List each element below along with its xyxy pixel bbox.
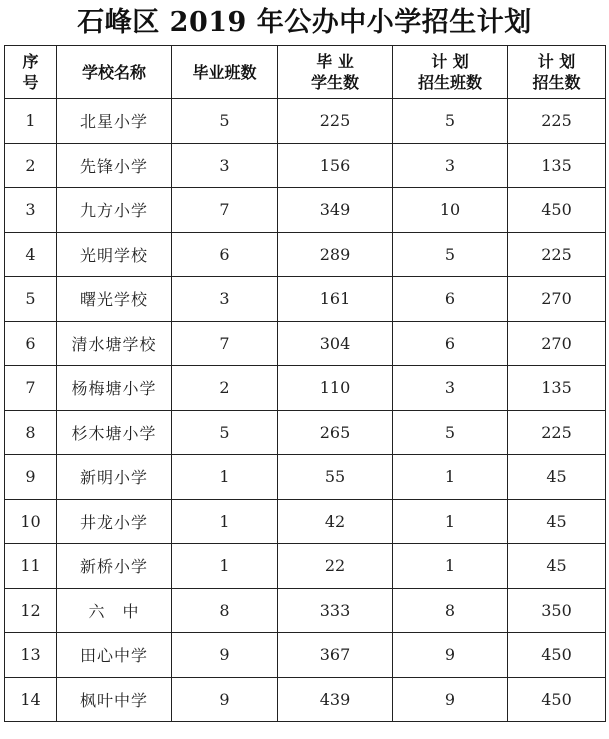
cell-graduating-students: 55 bbox=[278, 455, 393, 500]
cell-planned-classes: 1 bbox=[393, 499, 508, 544]
table-row bbox=[5, 143, 606, 188]
cell-school-name: 清水塘学校 bbox=[57, 321, 172, 366]
cell-school-name: 新明小学 bbox=[57, 455, 172, 500]
cell-planned-classes: 3 bbox=[393, 143, 508, 188]
cell-planned-classes: 9 bbox=[393, 633, 508, 678]
header-index-line-1: 序 bbox=[22, 52, 39, 71]
cell-planned-students: 225 bbox=[508, 99, 606, 144]
cell-graduating-students: 225 bbox=[278, 99, 393, 144]
cell-school-name: 杨梅塘小学 bbox=[57, 366, 172, 411]
cell-graduating-classes: 1 bbox=[172, 499, 278, 544]
cell-index: 11 bbox=[5, 544, 57, 589]
cell-planned-classes: 5 bbox=[393, 99, 508, 144]
table-row bbox=[5, 410, 606, 455]
cell-school-name: 先锋小学 bbox=[57, 143, 172, 188]
cell-planned-classes: 1 bbox=[393, 544, 508, 589]
cell-planned-students: 350 bbox=[508, 588, 606, 633]
header-graduating-students-line-2: 学生数 bbox=[310, 73, 359, 92]
cell-graduating-students: 349 bbox=[278, 188, 393, 233]
cell-graduating-classes: 5 bbox=[172, 99, 278, 144]
table-row bbox=[5, 366, 606, 411]
cell-index: 14 bbox=[5, 677, 57, 722]
cell-planned-classes: 6 bbox=[393, 321, 508, 366]
cell-school-name: 九方小学 bbox=[57, 188, 172, 233]
table-row bbox=[5, 455, 606, 500]
table-row bbox=[5, 499, 606, 544]
cell-index: 1 bbox=[5, 99, 57, 144]
cell-index: 3 bbox=[5, 188, 57, 233]
table-body bbox=[5, 99, 606, 722]
enrollment-plan-table bbox=[4, 45, 606, 722]
table-row bbox=[5, 588, 606, 633]
cell-graduating-students: 42 bbox=[278, 499, 393, 544]
cell-graduating-classes: 7 bbox=[172, 188, 278, 233]
cell-graduating-students: 161 bbox=[278, 277, 393, 322]
cell-graduating-students: 110 bbox=[278, 366, 393, 411]
cell-graduating-classes: 2 bbox=[172, 366, 278, 411]
table-row bbox=[5, 277, 606, 322]
cell-index: 12 bbox=[5, 588, 57, 633]
header-index bbox=[5, 46, 57, 99]
cell-graduating-classes: 1 bbox=[172, 455, 278, 500]
header-graduating-students-line-1: 毕 业 bbox=[316, 52, 354, 71]
cell-graduating-classes: 8 bbox=[172, 588, 278, 633]
cell-index: 10 bbox=[5, 499, 57, 544]
cell-graduating-classes: 9 bbox=[172, 677, 278, 722]
cell-planned-students: 135 bbox=[508, 143, 606, 188]
cell-planned-students: 270 bbox=[508, 277, 606, 322]
cell-planned-classes: 1 bbox=[393, 455, 508, 500]
cell-index: 6 bbox=[5, 321, 57, 366]
cell-index: 9 bbox=[5, 455, 57, 500]
cell-school-name: 新桥小学 bbox=[57, 544, 172, 589]
cell-planned-students: 450 bbox=[508, 677, 606, 722]
header-planned-students-line-1: 计 划 bbox=[537, 52, 576, 71]
cell-index: 7 bbox=[5, 366, 57, 411]
cell-planned-students: 450 bbox=[508, 633, 606, 678]
header-planned-classes bbox=[393, 46, 508, 99]
cell-graduating-students: 289 bbox=[278, 232, 393, 277]
cell-school-name: 光明学校 bbox=[57, 232, 172, 277]
cell-index: 2 bbox=[5, 143, 57, 188]
table-row bbox=[5, 633, 606, 678]
cell-planned-classes: 8 bbox=[393, 588, 508, 633]
cell-school-name: 田心中学 bbox=[57, 633, 172, 678]
cell-index: 8 bbox=[5, 410, 57, 455]
header-graduating-students bbox=[278, 46, 393, 99]
header-graduating-classes: 毕业班数 bbox=[172, 46, 278, 99]
cell-graduating-students: 304 bbox=[278, 321, 393, 366]
cell-graduating-classes: 3 bbox=[172, 143, 278, 188]
cell-planned-classes: 6 bbox=[393, 277, 508, 322]
header-planned-students-line-2: 招生数 bbox=[532, 73, 581, 92]
cell-planned-students: 45 bbox=[508, 544, 606, 589]
header-planned-students bbox=[508, 46, 606, 99]
header-index-line-2: 号 bbox=[22, 73, 39, 92]
cell-graduating-students: 265 bbox=[278, 410, 393, 455]
cell-school-name: 北星小学 bbox=[57, 99, 172, 144]
cell-school-name: 井龙小学 bbox=[57, 499, 172, 544]
cell-graduating-students: 439 bbox=[278, 677, 393, 722]
cell-graduating-classes: 5 bbox=[172, 410, 278, 455]
cell-graduating-classes: 7 bbox=[172, 321, 278, 366]
cell-school-name: 杉木塘小学 bbox=[57, 410, 172, 455]
cell-planned-students: 270 bbox=[508, 321, 606, 366]
cell-graduating-students: 22 bbox=[278, 544, 393, 589]
cell-graduating-classes: 9 bbox=[172, 633, 278, 678]
cell-school-name: 曙光学校 bbox=[57, 277, 172, 322]
cell-planned-students: 45 bbox=[508, 499, 606, 544]
table-row bbox=[5, 99, 606, 144]
header-school-name: 学校名称 bbox=[57, 46, 172, 99]
table-row bbox=[5, 188, 606, 233]
cell-graduating-students: 156 bbox=[278, 143, 393, 188]
cell-planned-classes: 5 bbox=[393, 232, 508, 277]
cell-index: 5 bbox=[5, 277, 57, 322]
cell-planned-students: 450 bbox=[508, 188, 606, 233]
cell-school-name: 六 中 bbox=[57, 588, 172, 633]
cell-planned-students: 45 bbox=[508, 455, 606, 500]
cell-graduating-classes: 3 bbox=[172, 277, 278, 322]
header-planned-classes-line-2: 招生班数 bbox=[417, 73, 482, 92]
cell-index: 4 bbox=[5, 232, 57, 277]
cell-graduating-classes: 6 bbox=[172, 232, 278, 277]
cell-graduating-students: 333 bbox=[278, 588, 393, 633]
cell-planned-students: 135 bbox=[508, 366, 606, 411]
cell-planned-classes: 9 bbox=[393, 677, 508, 722]
cell-planned-classes: 5 bbox=[393, 410, 508, 455]
cell-index: 13 bbox=[5, 633, 57, 678]
header-planned-classes-line-1: 计 划 bbox=[431, 52, 469, 71]
page-title: 石峰区 2019 年公办中小学招生计划 bbox=[77, 7, 532, 38]
table-row bbox=[5, 232, 606, 277]
cell-graduating-students: 367 bbox=[278, 633, 393, 678]
cell-planned-classes: 3 bbox=[393, 366, 508, 411]
cell-graduating-classes: 1 bbox=[172, 544, 278, 589]
cell-school-name: 枫叶中学 bbox=[57, 677, 172, 722]
cell-planned-students: 225 bbox=[508, 232, 606, 277]
cell-planned-students: 225 bbox=[508, 410, 606, 455]
table-row bbox=[5, 321, 606, 366]
table-header-row bbox=[5, 46, 606, 99]
table-row bbox=[5, 677, 606, 722]
table-row bbox=[5, 544, 606, 589]
cell-planned-classes: 10 bbox=[393, 188, 508, 233]
